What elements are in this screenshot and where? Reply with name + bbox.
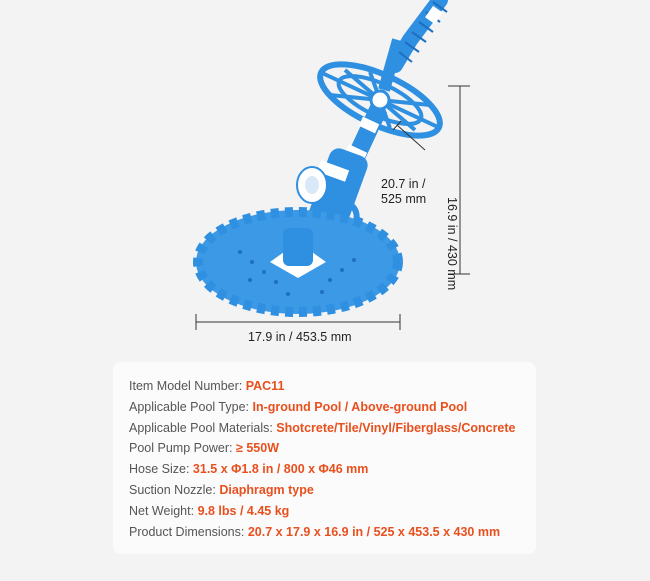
height-dimension-label: 16.9 in / 430 mm bbox=[445, 197, 459, 291]
spec-list bbox=[129, 376, 516, 542]
spec-row-suction-nozzle bbox=[129, 480, 516, 501]
spec-value: In-ground Pool / Above-ground Pool bbox=[252, 399, 468, 414]
diaphragm-disc bbox=[196, 210, 400, 314]
spec-label: Suction Nozzle: bbox=[129, 482, 220, 497]
pool-cleaner-illustration bbox=[160, 0, 490, 330]
spec-row-model bbox=[129, 376, 516, 397]
width-dimension-label: 17.9 in / 453.5 mm bbox=[248, 330, 352, 344]
spec-value: 20.7 x 17.9 x 16.9 in / 525 x 453.5 x 430 mm bbox=[247, 524, 501, 539]
spec-value: ≥ 550W bbox=[236, 441, 279, 456]
spec-label: Net Weight: bbox=[129, 503, 198, 518]
spec-label: Applicable Pool Materials: bbox=[129, 420, 277, 435]
spec-row-product-dimensions bbox=[129, 522, 516, 543]
depth-dimension-label bbox=[381, 177, 451, 207]
spec-row-net-weight bbox=[129, 501, 516, 522]
spec-value: 9.8 lbs / 4.45 kg bbox=[197, 503, 290, 518]
deflector-wheel bbox=[311, 50, 450, 150]
spec-row-hose-size bbox=[129, 459, 516, 480]
spec-label: Hose Size: bbox=[129, 462, 193, 477]
spec-label: Pool Pump Power: bbox=[129, 441, 236, 456]
specifications-card bbox=[113, 362, 536, 554]
spec-label: Item Model Number: bbox=[129, 379, 246, 393]
spec-value: 31.5 x Φ1.8 in / 800 x Φ46 mm bbox=[192, 462, 369, 477]
spec-label: Applicable Pool Type: bbox=[129, 399, 253, 414]
spec-value: Shotcrete/Tile/Vinyl/Fiberglass/Concrete bbox=[276, 420, 516, 435]
spec-row-pool-type bbox=[129, 397, 516, 418]
spec-value: Diaphragm type bbox=[219, 482, 314, 497]
spec-row-pool-materials bbox=[129, 418, 516, 439]
depth-dimension-line2: 525 mm bbox=[381, 192, 427, 206]
spec-value: PAC11 bbox=[245, 379, 285, 393]
spec-label: Product Dimensions: bbox=[129, 524, 248, 539]
depth-dimension-line1: 20.7 in / bbox=[381, 177, 426, 191]
spec-row-pump-power bbox=[129, 438, 516, 459]
